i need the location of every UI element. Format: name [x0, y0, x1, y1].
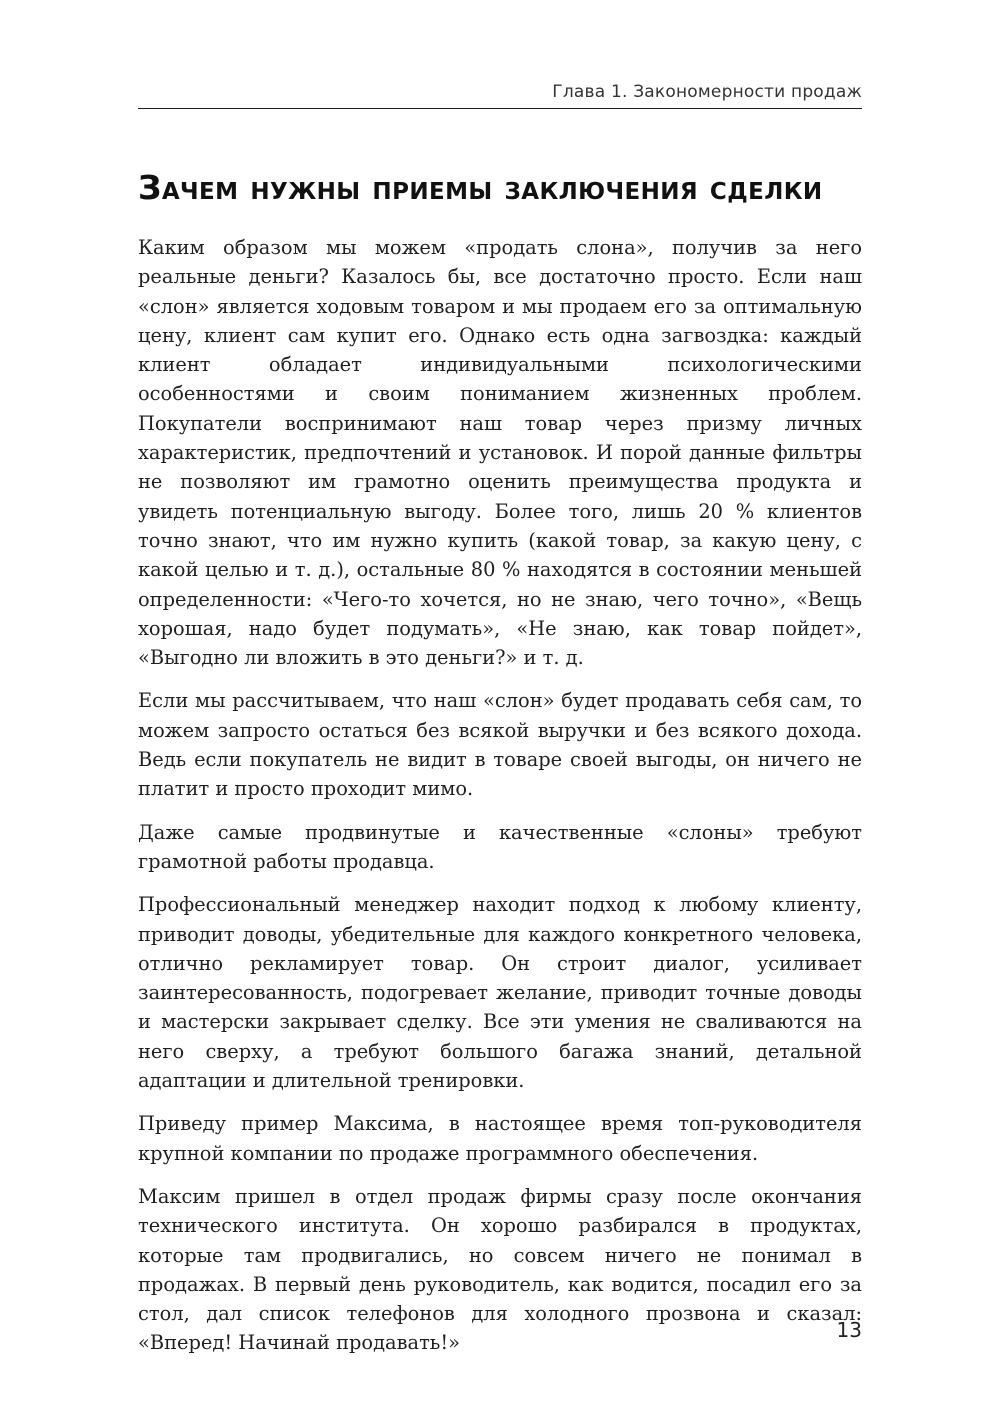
paragraph: Каким образом мы можем «продать слона», получив за него реальные деньги? Казалось бы, все достаточно просто. Если наш «слон» является ходовым товаром и мы продаем его за оптимальную цену, клиент сам купит его. Однако есть одна загвоздка: каждый клиент обладает индивидуальными психологическими особенностями и своим пониманием жизненных проблем. Покупатели воспринимают наш товар через призму личных характеристик, предпочтений и установок. И порой данные фильтры не позволяют им грамотно оценить преимущества продукта и увидеть потенциальную выгоду. Более того, лишь 20 % клиентов точно знают, что им нужно купить (какой товар, за какую цену, с какой целью и т. д.), остальные 80 % находятся в состоянии меньшей определенности: «Чего-то хочется, но не знаю, чего точно», «Вещь хорошая, надо будет подумать», «Не знаю, как товар пойдет», «Выгодно ли вложить в это деньги?» и т. д. — [138, 236, 862, 670]
paragraph: Профессиональный менеджер находит подход к любому клиенту, приводит доводы, убедительные для каждого конкретного человека, отлично рекламирует товар. Он строит диалог, усиливает заинтересованность, подогревает желание, приводит точные доводы и мастерски закрывает сделку. Все эти умения не сваливаются на него сверху, а требуют большого багажа знаний, детальной адаптации и длительной тренировки. — [138, 893, 862, 1093]
paragraph: Даже самые продвинутые и качественные «слоны» требуют грамотной работы продавца. — [138, 820, 862, 873]
body-text — [138, 233, 862, 1372]
running-head: Глава 1. Закономерности продаж — [552, 82, 862, 102]
header-rule — [138, 108, 862, 109]
section-title: Зачем нужны приемы заключения сделки — [138, 168, 823, 207]
paragraph: Приведу пример Максима, в настоящее время топ-руководителя крупной компании по продаже программного обеспечения. — [138, 1112, 862, 1165]
paragraph: Если мы рассчитываем, что наш «слон» будет продавать себя сам, то можем запросто остаться без всякой выручки и без всякого дохода. Ведь если покупатель не видит в товаре своей выгоды, он ничего не платит и просто проходит мимо. — [138, 689, 862, 801]
paragraph: Максим пришел в отдел продаж фирмы сразу после окончания технического института. Он хорошо разбирался в продуктах, которые там продвигались, но совсем ничего не понимал в продажах. В первый день руководитель, как водится, посадил его за стол, дал список телефонов для холодного прозвона и сказал: «Вперед! Начинай продавать!» — [138, 1184, 862, 1355]
page-number: 13 — [836, 1318, 862, 1342]
